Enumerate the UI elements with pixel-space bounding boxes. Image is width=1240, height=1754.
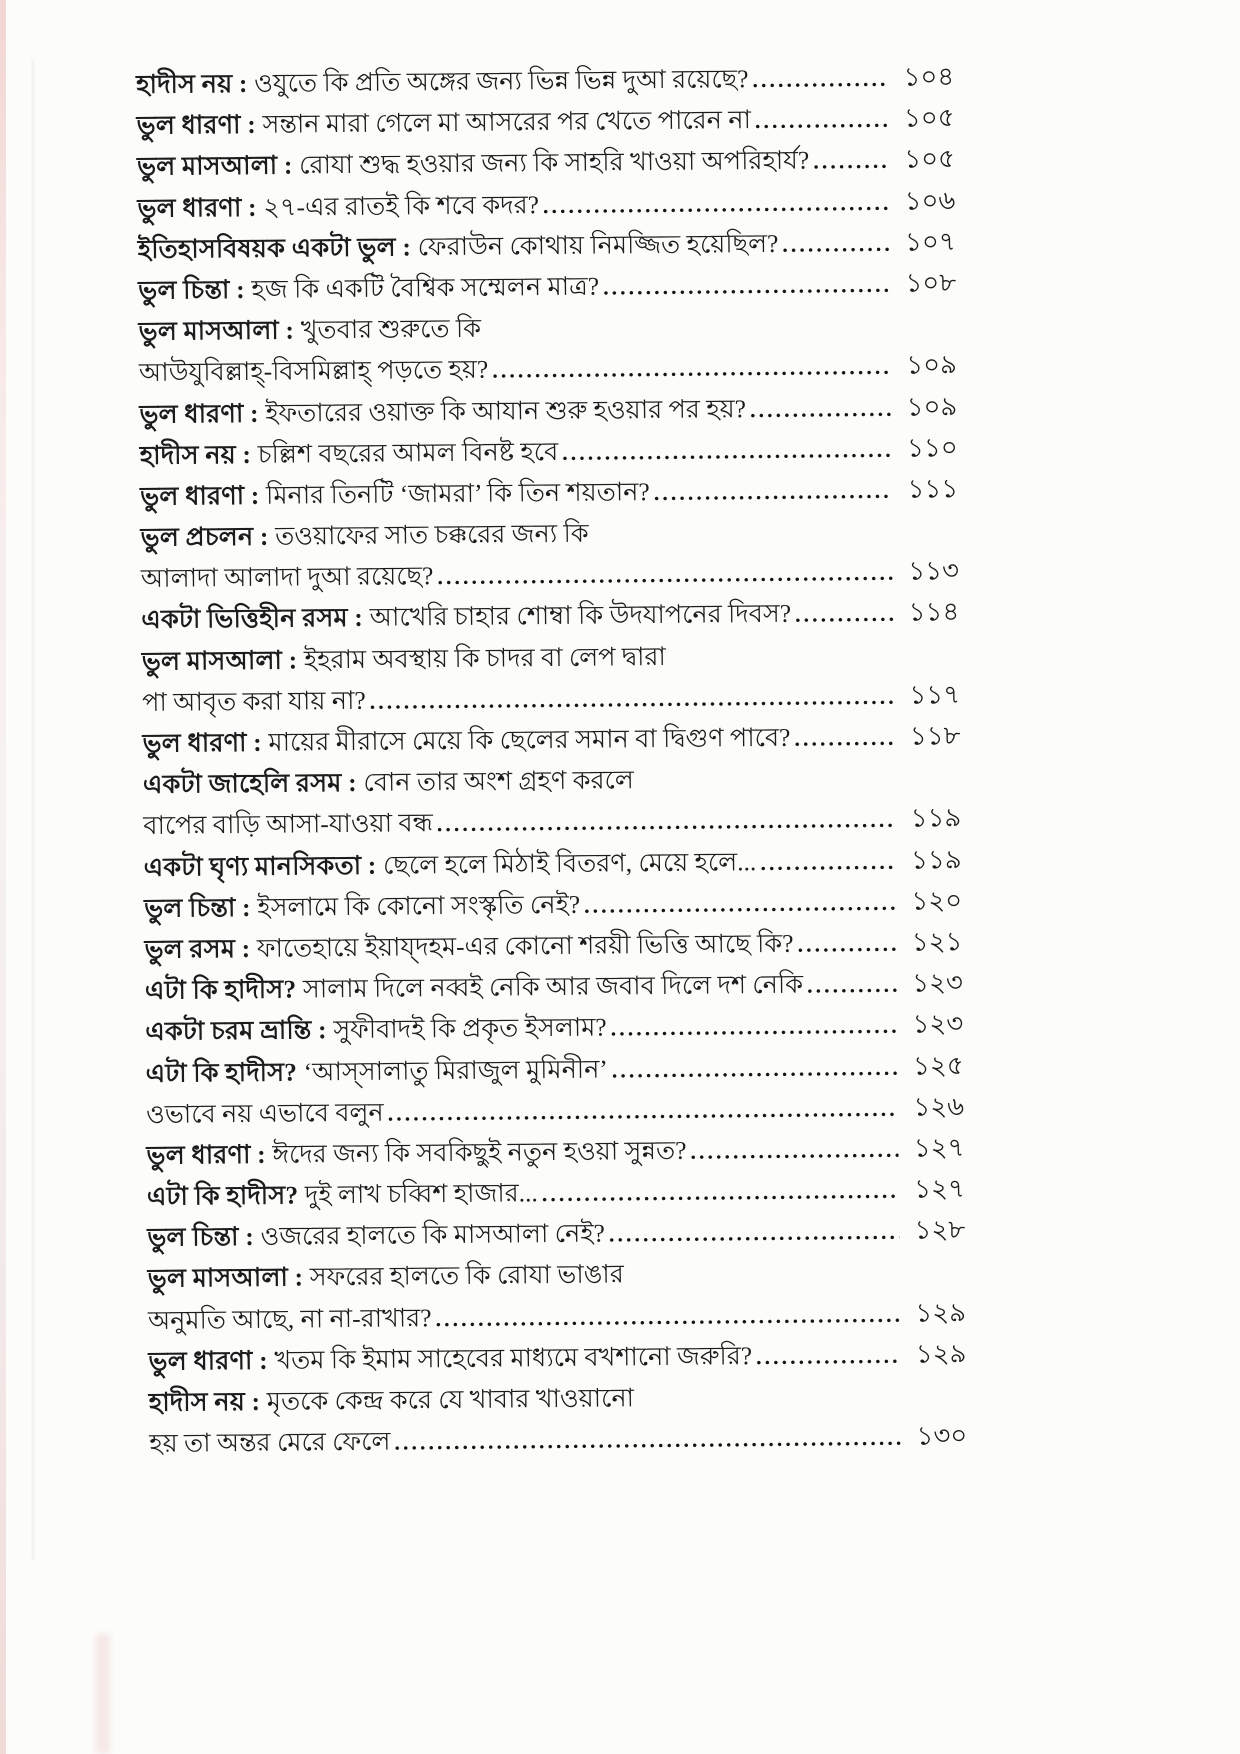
toc-entry-text	[138, 223, 779, 270]
toc-entry-label: ভুল ধারণা :	[136, 109, 263, 141]
dot-leader	[387, 1086, 898, 1133]
toc-entry-title: ওযুতে কি প্রতি অঙ্গের জন্য ভিন্ন ভিন্ন দুআ রয়েছে?	[254, 64, 749, 98]
toc-entry-title: ঈদের জন্য কি সবকিছুই নতুন হওয়া সুন্নত?	[272, 1135, 687, 1169]
page-number: ১২৬	[913, 1091, 965, 1122]
toc-entry-title: ফাতেহায়ে ইয়ায্‌দহম-এর কোনো শরয়ী ভিত্তি আছে কি?	[256, 928, 794, 963]
toc-entry-label: এটা কি হাদীস?	[145, 1056, 304, 1088]
page-number: ১২১	[911, 927, 963, 957]
page-number: ১০৪	[903, 62, 955, 92]
toc-entry-title: মায়ের মীরাসে মেয়ে কি ছেলের সমান বা দ্বিগুণ পাবে?	[268, 722, 791, 757]
toc-entry-label: একটা ভিত্তিহীন রসম :	[141, 603, 370, 635]
dot-leader	[760, 839, 896, 883]
toc-entry-text	[136, 58, 749, 105]
toc-entry-label: হাদীস নয় :	[136, 68, 255, 99]
dot-leader	[755, 98, 889, 141]
toc-entry-title: সন্তান মারা গেলে মা আসরের পর খেতে পারেন না	[262, 105, 752, 139]
page-number: ১১৯	[910, 844, 962, 875]
dot-leader	[750, 386, 892, 430]
toc-entry-title: আলাদা আলাদা দুআ রয়েছে?	[140, 561, 434, 594]
page-number: ১০৮	[905, 268, 957, 298]
toc-entry-text	[136, 99, 751, 146]
toc-entry-title: ২৭-এর রাতই কি শবে কদর?	[263, 189, 540, 222]
toc-entry-text	[137, 184, 539, 229]
page-number: ১৩০	[916, 1421, 968, 1451]
toc-entry-text	[142, 636, 667, 682]
toc-entry-label: ভুল ধারণা :	[148, 1345, 275, 1376]
toc-entry-label: ভুল মাসআলা :	[147, 1262, 310, 1294]
toc-entry-label: ভুল ধারণা :	[142, 727, 269, 758]
toc-entry-text	[143, 803, 433, 847]
toc-entry-label: ইতিহাসবিষয়ক একটা ভুল :	[137, 232, 418, 264]
toc-entry-label: ভুল মাসআলা :	[136, 150, 300, 182]
toc-entry-text	[144, 884, 580, 929]
dot-leader	[542, 1169, 899, 1215]
toc-entry-title: রোযা শুদ্ধ হওয়ার জন্য কি সাহরি খাওয়া অপরিহার্য?	[299, 145, 810, 180]
toc-entry-label: ভুল প্রচলন :	[140, 521, 276, 553]
dot-leader	[610, 1004, 897, 1049]
page-number: ১২৯	[915, 1297, 967, 1328]
toc-entry-text	[138, 308, 481, 352]
toc-entry-title: আখেরি চাহার শোম্বা কি উদযাপনের দিবস?	[369, 599, 792, 633]
toc-entry-text	[137, 140, 810, 188]
dot-leader	[562, 427, 892, 472]
page-number: ১০৫	[903, 103, 955, 133]
page-number: ১২৫	[912, 1050, 964, 1081]
toc-entry-label: ভুল রসম :	[144, 933, 258, 964]
toc-entry-text	[138, 266, 599, 312]
page-number: ১১৯	[910, 803, 962, 833]
dot-leader	[609, 1210, 900, 1255]
page-number: ১০৯	[906, 391, 958, 422]
dot-leader	[603, 263, 890, 308]
page-number: ১১৪	[908, 597, 960, 628]
toc-entry-label: একটা চরম ভ্রান্তি :	[145, 1015, 334, 1047]
toc-entry-title: ফেরাউন কোথায় নিমজ্জিত হয়েছিল?	[417, 228, 779, 262]
page-number: ১০৭	[904, 226, 956, 257]
toc-entry-label: ভুল চিন্তা :	[138, 274, 252, 305]
scan-edge-tint	[0, 0, 6, 1754]
toc-entry-title: ইসলামে কি কোনো সংস্কৃতি নেই?	[257, 889, 581, 922]
toc-entry-text	[140, 471, 650, 517]
toc-entry-title: ইফতারের ওয়াক্ত কি আযান শুরু হওয়ার পর হয়?	[265, 393, 747, 428]
page-number: ১২৩	[912, 1009, 964, 1039]
toc-entry-title: বোন তার অংশ গ্রহণ করলে	[363, 765, 634, 798]
toc-entry-text	[146, 1091, 384, 1134]
page-number: ১২৭	[914, 1174, 965, 1204]
dot-leader	[807, 963, 897, 1006]
toc-line	[141, 592, 959, 641]
toc-entry-title: চল্লিশ বছরের আমল বিনষ্ট হবে	[257, 436, 559, 469]
toc-entry-text	[146, 1130, 686, 1176]
dot-leader	[794, 716, 894, 759]
dot-leader	[543, 180, 890, 226]
toc-entry-text	[145, 1007, 607, 1053]
toc-entry-label: ভুল ধারণা :	[137, 192, 264, 223]
toc-line	[140, 468, 958, 517]
toc-entry-title: সালাম দিলে নব্বই নেকি আর জবাব দিলে দশ নেকি	[302, 969, 804, 1004]
toc-entry-text	[140, 431, 559, 476]
page-number: ১২০	[911, 885, 963, 916]
page-number: ১১৭	[909, 679, 961, 710]
toc-entry-label: একটা ঘৃণ্য মানসিকতা :	[143, 850, 384, 882]
toc-entry-text	[147, 1172, 538, 1217]
dot-leader	[369, 675, 894, 722]
dot-leader	[795, 592, 894, 635]
page-number: ১২৮	[914, 1215, 966, 1245]
dot-leader	[492, 345, 891, 391]
toc-entry-text	[140, 513, 589, 559]
page-number: ১০৬	[904, 185, 956, 216]
toc-entry-text	[139, 388, 746, 435]
toc-line	[147, 1209, 965, 1258]
toc-entry-title: মিনার তিনটি ‘জামরা’ কি তিন শয়তান?	[265, 476, 650, 510]
toc-entry-label: এটা কি হাদীস?	[144, 974, 304, 1006]
toc-list	[136, 56, 967, 1464]
toc-line	[138, 262, 956, 311]
toc-entry-text	[141, 593, 791, 640]
dot-leader	[394, 1416, 901, 1463]
toc-entry-label: ভুল ধারণা :	[140, 480, 267, 511]
toc-entry-title: খতম কি ইমাম সাহেবের মাধ্যমে বখশানো জরুরি?	[274, 1340, 753, 1375]
page-number: ১০৯	[906, 350, 958, 380]
toc-entry-text	[148, 1335, 752, 1382]
toc-entry-text	[145, 1048, 608, 1094]
toc-entry-title: দুই লাখ চব্বিশ হাজার...	[304, 1178, 538, 1210]
page-number: ১১৮	[909, 721, 961, 751]
toc-entry-title: তওয়াফের সাত চক্করের জন্য কি	[275, 518, 589, 551]
toc-entry-label: একটা জাহেলি রসম :	[142, 768, 364, 800]
scan-fold-line	[32, 60, 34, 1560]
toc-entry-label: ভুল ধারণা :	[139, 398, 266, 429]
toc-line	[148, 1333, 966, 1382]
page-number: ১২৩	[912, 968, 963, 998]
toc-entry-text	[144, 923, 793, 970]
toc-entry-title: ইহরাম অবস্থায় কি চাদর বা লেপ দ্বারা	[303, 641, 667, 675]
toc-entry-title: ওভাবে নয় এভাবে বলুন	[145, 1097, 384, 1129]
page-number: ১২৯	[915, 1338, 967, 1369]
scan-smudge	[96, 1634, 110, 1754]
toc-entry-text	[145, 964, 804, 1012]
toc-entry-label: ভুল মাসআলা :	[141, 645, 305, 676]
dot-leader	[584, 880, 896, 925]
toc-entry-title: ‘আস্‌সালাতু মিরাজুল মুমিনীন’	[303, 1054, 608, 1086]
dot-leader	[437, 798, 896, 845]
dot-leader	[813, 139, 889, 182]
toc-entry-label: ভুল চিন্তা :	[147, 1222, 261, 1253]
toc-entry-title: অনুমতি আছে, না না-রাখার?	[147, 1302, 432, 1335]
toc-entry-title: সফরের হালতে কি রোযা ভাঙার	[309, 1259, 624, 1292]
toc-entry-title: হয় তা অন্তর মেরে ফেলে	[149, 1426, 391, 1459]
dot-leader	[797, 922, 896, 965]
toc-entry-label: ভুল ধারণা :	[146, 1139, 273, 1170]
toc-entry-label: হাদীস নয় :	[148, 1386, 267, 1417]
toc-entry-label: ভুল মাসআলা :	[138, 315, 301, 347]
toc-entry-label: ভুল চিন্তা :	[143, 892, 258, 923]
toc-entry-text	[149, 1421, 391, 1465]
toc-entry-title: আউযুবিল্লাহ্-বিসমিল্লাহ্ পড়তে হয়?	[138, 354, 489, 388]
toc-entry-text	[139, 349, 489, 394]
toc-entry-text	[149, 1377, 635, 1423]
toc-entry-text	[143, 759, 634, 805]
toc-entry-title: ছেলে হলে মিঠাই বিতরণ, মেয়ে হলে...	[382, 846, 757, 880]
toc-line	[149, 1415, 967, 1464]
toc-entry-title: সুফীবাদই কি প্রকৃত ইসলাম?	[333, 1012, 607, 1045]
toc-entry-title: খুতবার শুরুতে কি	[300, 313, 482, 345]
dot-leader	[654, 469, 893, 513]
page-number: ১১১	[907, 474, 959, 504]
toc-entry-text	[147, 1254, 624, 1300]
toc-entry-text	[147, 1213, 605, 1259]
toc-entry-title: হজ কি একটি বৈশ্বিক সম্মেলন মাত্র?	[251, 271, 600, 304]
toc-entry-text	[142, 680, 366, 723]
toc-entry-title: পা আবৃত করা যায় না?	[141, 685, 366, 717]
toc-entry-title: বাপের বাড়ি আসা-যাওয়া বন্ধ	[143, 808, 433, 841]
toc-entry-label: এটা কি হাদীস?	[146, 1180, 306, 1212]
page-number: ১০৫	[904, 144, 956, 175]
toc-entry-text	[141, 555, 434, 599]
dot-leader	[435, 1292, 900, 1339]
dot-leader	[437, 551, 893, 598]
toc-entry-text	[148, 1297, 432, 1341]
page-number: ১১০	[906, 432, 958, 463]
page-number: ১১৩	[908, 556, 960, 586]
dot-leader	[752, 57, 888, 101]
toc-entry-text	[142, 717, 790, 764]
toc-line	[142, 715, 960, 764]
dot-leader	[756, 1334, 901, 1378]
dot-leader	[690, 1128, 898, 1172]
toc-entry-title: ওজরের হালতে কি মাসআলা নেই?	[260, 1218, 606, 1252]
toc-entry-text	[144, 841, 757, 888]
dot-leader	[612, 1045, 898, 1090]
toc-entry-label: হাদীস নয় :	[139, 439, 258, 470]
dot-leader	[782, 222, 890, 265]
page-number: ১২৭	[913, 1132, 965, 1163]
toc-entry-title: মৃতকে কেন্দ্র করে যে খাবার খাওয়ানো	[266, 1383, 635, 1416]
